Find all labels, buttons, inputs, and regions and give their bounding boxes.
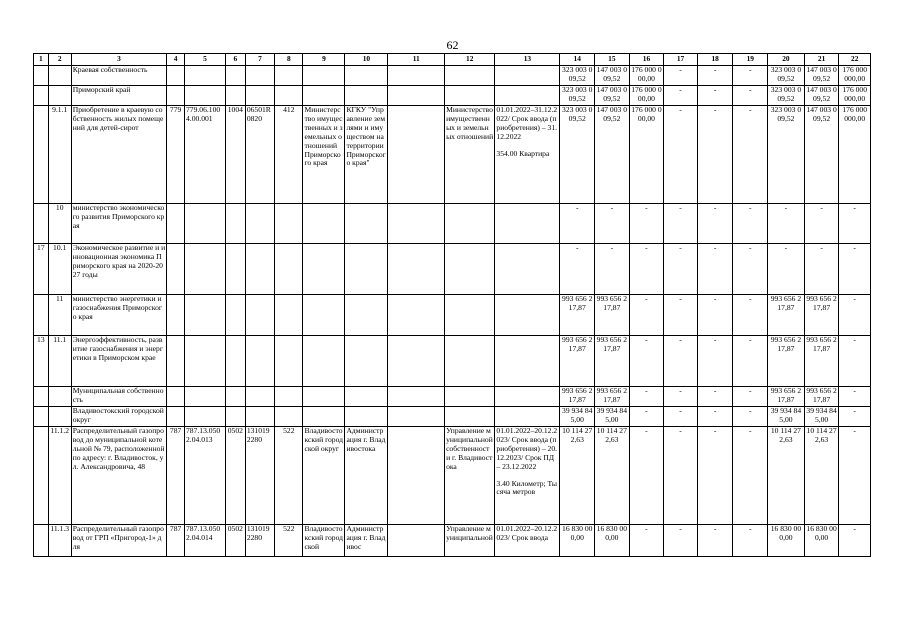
cell-col-7: 06501R0820 [245, 106, 274, 204]
cell-col-10 [345, 204, 388, 244]
cell-col-14: - [560, 204, 595, 244]
cell-col-10: КГКУ "Управление землями и имуществом на территории Приморского края" [345, 106, 388, 204]
cell-col-3: Приобретение в краевую собственность жилых помещений для детей-сирот [71, 106, 166, 204]
column-header-10: 10 [345, 54, 388, 66]
cell-col-4 [167, 244, 185, 295]
cell-col-10 [345, 244, 388, 295]
cell-col-2 [48, 66, 71, 86]
cell-col-13 [495, 244, 560, 295]
cell-col-4 [167, 407, 185, 427]
cell-col-16: 176 000 000,00 [629, 106, 664, 204]
cell-col-20: 10 114 272,63 [768, 427, 805, 525]
cell-col-21: 147 003 009,52 [804, 66, 839, 86]
column-header-7: 7 [245, 54, 274, 66]
column-header-2: 2 [48, 54, 71, 66]
cell-col-15: 147 003 009,52 [595, 66, 630, 86]
table-row [34, 86, 871, 106]
cell-col-5 [185, 407, 226, 427]
cell-col-14: 323 003 009,52 [560, 66, 595, 86]
cell-col-19: - [733, 407, 768, 427]
cell-col-22: - [839, 525, 871, 557]
cell-col-5 [185, 86, 226, 106]
cell-col-17: - [664, 427, 698, 525]
cell-col-18: - [697, 525, 733, 557]
cell-col-11 [388, 336, 445, 387]
cell-col-15: 993 656 217,87 [595, 387, 630, 407]
cell-col-17: - [664, 387, 698, 407]
cell-col-6: 0502 [225, 525, 245, 557]
cell-col-9 [303, 387, 345, 407]
cell-col-16: 176 000 000,00 [629, 86, 664, 106]
cell-col-12: Управление муниципальной [445, 525, 495, 557]
cell-col-19: - [733, 244, 768, 295]
cell-col-5 [185, 66, 226, 86]
cell-col-13 [495, 86, 560, 106]
cell-col-14: 323 003 009,52 [560, 106, 595, 204]
cell-col-10 [345, 387, 388, 407]
table-row [34, 106, 871, 204]
cell-col-4: 787 [167, 427, 185, 525]
cell-col-21: 993 656 217,87 [804, 295, 839, 336]
cell-col-13 [495, 66, 560, 86]
cell-col-5 [185, 387, 226, 407]
cell-col-15: 16 830 000,00 [595, 525, 630, 557]
cell-col-16: 176 000 000,00 [629, 66, 664, 86]
cell-col-2: 11.1.3 [48, 525, 71, 557]
column-header-8: 8 [275, 54, 303, 66]
cell-col-8 [275, 204, 303, 244]
column-header-1: 1 [34, 54, 49, 66]
cell-col-3: Приморский край [71, 86, 166, 106]
cell-col-18: - [697, 387, 733, 407]
cell-col-14: 993 656 217,87 [560, 295, 595, 336]
cell-col-9 [303, 204, 345, 244]
cell-col-20: 323 003 009,52 [768, 106, 805, 204]
cell-col-20: 993 656 217,87 [768, 387, 805, 407]
cell-col-12 [445, 295, 495, 336]
cell-col-12 [445, 204, 495, 244]
column-header-9: 9 [303, 54, 345, 66]
cell-col-18: - [697, 66, 733, 86]
cell-col-15: 147 003 009,52 [595, 86, 630, 106]
cell-col-13 [495, 204, 560, 244]
cell-col-6 [225, 204, 245, 244]
table-row [34, 407, 871, 427]
cell-col-9: Владивостокский городской округ [303, 427, 345, 525]
cell-col-22: 176 000 000,00 [839, 66, 871, 86]
cell-col-5: 787.13.0502.04.013 [185, 427, 226, 525]
cell-col-22: - [839, 387, 871, 407]
table-row [34, 295, 871, 336]
cell-col-7 [245, 86, 274, 106]
cell-col-22: - [839, 407, 871, 427]
cell-col-21: 16 830 000,00 [804, 525, 839, 557]
cell-col-15: 39 934 845,00 [595, 407, 630, 427]
cell-col-8: 522 [275, 427, 303, 525]
cell-col-12 [445, 86, 495, 106]
cell-col-19: - [733, 66, 768, 86]
cell-col-7 [245, 66, 274, 86]
cell-col-18: - [697, 407, 733, 427]
column-header-6: 6 [225, 54, 245, 66]
cell-col-5 [185, 244, 226, 295]
cell-col-14: 39 934 845,00 [560, 407, 595, 427]
column-header-20: 20 [768, 54, 805, 66]
cell-col-7: 1310192280 [245, 427, 274, 525]
cell-col-7 [245, 244, 274, 295]
cell-col-11 [388, 204, 445, 244]
cell-col-5 [185, 204, 226, 244]
cell-col-15: 10 114 272,63 [595, 427, 630, 525]
cell-col-4 [167, 387, 185, 407]
cell-col-20: 323 003 009,52 [768, 66, 805, 86]
cell-col-20: 39 934 845,00 [768, 407, 805, 427]
column-header-17: 17 [664, 54, 698, 66]
capacity-text: 3.40 Километр; Тысяча метров [496, 478, 557, 497]
cell-col-2: 11.1.2 [48, 427, 71, 525]
cell-col-6 [225, 387, 245, 407]
cell-col-2: 11 [48, 295, 71, 336]
table-row [34, 244, 871, 295]
column-header-14: 14 [560, 54, 595, 66]
cell-col-19: - [733, 336, 768, 387]
column-header-3: 3 [71, 54, 166, 66]
cell-col-13 [495, 295, 560, 336]
cell-col-15: 993 656 217,87 [595, 336, 630, 387]
period-text: 01.01.2022–20.12.2023/ Срок ввода (приобретения) – 20.12.2023/ Срок ПД – 23.12.2022 [496, 426, 558, 471]
cell-col-14: 993 656 217,87 [560, 336, 595, 387]
cell-col-16: - [629, 427, 664, 525]
cell-col-4 [167, 86, 185, 106]
column-header-12: 12 [445, 54, 495, 66]
cell-col-2: 10 [48, 204, 71, 244]
cell-col-10 [345, 407, 388, 427]
cell-col-12 [445, 336, 495, 387]
cell-col-14: 993 656 217,87 [560, 387, 595, 407]
cell-col-22: 176 000 000,00 [839, 106, 871, 204]
cell-col-6 [225, 336, 245, 387]
cell-col-22: 176 000 000,00 [839, 86, 871, 106]
cell-col-6 [225, 295, 245, 336]
cell-col-16: - [629, 295, 664, 336]
cell-col-19: - [733, 86, 768, 106]
table-row [34, 525, 871, 557]
cell-col-8: 522 [275, 525, 303, 557]
cell-col-20: - [768, 204, 805, 244]
column-header-21: 21 [804, 54, 839, 66]
cell-col-21: 10 114 272,63 [804, 427, 839, 525]
cell-col-12 [445, 66, 495, 86]
cell-col-8 [275, 244, 303, 295]
cell-col-7 [245, 387, 274, 407]
column-header-row [34, 54, 871, 66]
cell-col-9 [303, 86, 345, 106]
cell-col-21: 993 656 217,87 [804, 336, 839, 387]
cell-col-20: - [768, 244, 805, 295]
cell-col-19: - [733, 204, 768, 244]
cell-col-11 [388, 86, 445, 106]
cell-col-2: 9.1.1 [48, 106, 71, 204]
cell-col-13 [495, 336, 560, 387]
column-header-18: 18 [697, 54, 733, 66]
cell-col-15: - [595, 204, 630, 244]
cell-col-11 [388, 387, 445, 407]
cell-col-8 [275, 66, 303, 86]
cell-col-7 [245, 407, 274, 427]
cell-col-7 [245, 336, 274, 387]
cell-col-2 [48, 86, 71, 106]
cell-col-19: - [733, 427, 768, 525]
cell-col-8: 412 [275, 106, 303, 204]
cell-col-22: - [839, 204, 871, 244]
cell-col-3: Владивостокский городской округ [71, 407, 166, 427]
cell-col-8 [275, 86, 303, 106]
cell-col-8 [275, 336, 303, 387]
cell-col-15: 147 003 009,52 [595, 106, 630, 204]
period-text: 01.01.2022–31.12.2022/ Срок ввода (приобретения) – 31.12.2022 [496, 105, 558, 141]
page-number: 62 [446, 38, 459, 52]
cell-col-17: - [664, 106, 698, 204]
cell-col-13 [495, 427, 560, 525]
cell-col-6 [225, 66, 245, 86]
cell-col-3: министерство экономического развития Приморского края [71, 204, 166, 244]
cell-col-1 [34, 106, 49, 204]
cell-col-8 [275, 407, 303, 427]
cell-col-17: - [664, 204, 698, 244]
cell-col-13 [495, 387, 560, 407]
cell-col-8 [275, 295, 303, 336]
column-header-5: 5 [185, 54, 226, 66]
cell-col-3: министерство энергетики и газоснабжения Приморского края [71, 295, 166, 336]
cell-col-17: - [664, 86, 698, 106]
cell-col-20: 993 656 217,87 [768, 336, 805, 387]
cell-col-6 [225, 244, 245, 295]
cell-col-12 [445, 407, 495, 427]
cell-col-14: 10 114 272,63 [560, 427, 595, 525]
cell-col-20: 993 656 217,87 [768, 295, 805, 336]
column-header-13: 13 [495, 54, 560, 66]
cell-col-17: - [664, 407, 698, 427]
cell-col-12: Министерство имущественных и земельных отношений [445, 106, 495, 204]
cell-col-11 [388, 295, 445, 336]
cell-col-2: 11.1 [48, 336, 71, 387]
cell-col-1 [34, 407, 49, 427]
cell-col-7 [245, 295, 274, 336]
cell-col-1 [34, 427, 49, 525]
column-header-4: 4 [167, 54, 185, 66]
budget-table [33, 53, 871, 557]
cell-col-3: Распределительный газопровод от ГРП «Пригород-1» для [71, 525, 166, 557]
cell-col-18: - [697, 336, 733, 387]
cell-col-16: - [629, 387, 664, 407]
cell-col-7: 1310192280 [245, 525, 274, 557]
cell-col-16: - [629, 407, 664, 427]
cell-col-21: - [804, 244, 839, 295]
cell-col-14: 16 830 000,00 [560, 525, 595, 557]
cell-col-21: 147 003 009,52 [804, 86, 839, 106]
cell-col-9: Владивостокский городской [303, 525, 345, 557]
table-row [34, 427, 871, 525]
cell-col-3: Экономическое развитие и инновационная экономика Приморского края на 2020-2027 годы [71, 244, 166, 295]
column-header-11: 11 [388, 54, 445, 66]
cell-col-9 [303, 336, 345, 387]
cell-col-1 [34, 387, 49, 407]
cell-col-19: - [733, 295, 768, 336]
cell-col-17: - [664, 295, 698, 336]
cell-col-14: - [560, 244, 595, 295]
cell-col-20: 323 003 009,52 [768, 86, 805, 106]
cell-col-19: - [733, 106, 768, 204]
cell-col-1 [34, 525, 49, 557]
cell-col-20: 16 830 000,00 [768, 525, 805, 557]
cell-col-5: 779.06.1004.00.001 [185, 106, 226, 204]
cell-col-9 [303, 66, 345, 86]
table-row [34, 336, 871, 387]
cell-col-10: Администрация г. Владивостока [345, 427, 388, 525]
cell-col-11 [388, 407, 445, 427]
cell-col-19: - [733, 387, 768, 407]
table-row [34, 387, 871, 407]
cell-col-18: - [697, 295, 733, 336]
cell-col-11 [388, 106, 445, 204]
cell-col-8 [275, 387, 303, 407]
cell-col-14: 323 003 009,52 [560, 86, 595, 106]
cell-col-1 [34, 295, 49, 336]
cell-col-1 [34, 204, 49, 244]
cell-col-9: Министерство имущественных и земельных отношений Приморского края [303, 106, 345, 204]
cell-col-21: 993 656 217,87 [804, 387, 839, 407]
cell-col-22: - [839, 295, 871, 336]
cell-col-13 [495, 106, 560, 204]
cell-col-3: Энергоэффективность, развитие газоснабжения и энергетики в Приморском крае [71, 336, 166, 387]
cell-col-12 [445, 387, 495, 407]
cell-col-17: - [664, 244, 698, 295]
cell-col-11 [388, 525, 445, 557]
cell-col-1 [34, 66, 49, 86]
cell-col-18: - [697, 106, 733, 204]
cell-col-13 [495, 407, 560, 427]
cell-col-17: - [664, 525, 698, 557]
cell-col-6: 1004 [225, 106, 245, 204]
cell-col-10 [345, 66, 388, 86]
cell-col-5 [185, 336, 226, 387]
column-header-16: 16 [629, 54, 664, 66]
cell-col-22: - [839, 427, 871, 525]
cell-col-10: Администрация г. Владивос [345, 525, 388, 557]
cell-col-12: Управление муниципальной собственности г. Владивостока [445, 427, 495, 525]
cell-col-18: - [697, 86, 733, 106]
cell-col-9 [303, 295, 345, 336]
cell-col-16: - [629, 204, 664, 244]
cell-col-6 [225, 86, 245, 106]
capacity-text: 354.00 Квартира [496, 148, 550, 158]
cell-col-4 [167, 204, 185, 244]
cell-col-19: - [733, 525, 768, 557]
cell-col-2 [48, 387, 71, 407]
cell-col-3: Распределительный газопровод до муниципальной котельной № 79, расположенной по адресу: г. Владивосток, ул. Александровича, 48 [71, 427, 166, 525]
cell-col-10 [345, 86, 388, 106]
cell-col-5 [185, 295, 226, 336]
cell-col-9 [303, 244, 345, 295]
cell-col-7 [245, 204, 274, 244]
cell-col-9 [303, 407, 345, 427]
cell-col-15: 993 656 217,87 [595, 295, 630, 336]
column-header-19: 19 [733, 54, 768, 66]
cell-col-3: Муниципальная собственность [71, 387, 166, 407]
cell-col-4: 787 [167, 525, 185, 557]
cell-col-21: 147 003 009,52 [804, 106, 839, 204]
table-row [34, 204, 871, 244]
cell-col-22: - [839, 336, 871, 387]
cell-col-11 [388, 66, 445, 86]
cell-col-12 [445, 244, 495, 295]
cell-col-3: Краевая собственность [71, 66, 166, 86]
table-row [34, 66, 871, 86]
cell-col-16: - [629, 336, 664, 387]
cell-col-17: - [664, 336, 698, 387]
cell-col-18: - [697, 244, 733, 295]
cell-col-6: 0502 [225, 427, 245, 525]
cell-col-4 [167, 66, 185, 86]
cell-col-10 [345, 336, 388, 387]
cell-col-4 [167, 295, 185, 336]
cell-col-17: - [664, 66, 698, 86]
cell-col-18: - [697, 204, 733, 244]
cell-col-1: 13 [34, 336, 49, 387]
cell-col-2 [48, 407, 71, 427]
column-header-15: 15 [595, 54, 630, 66]
cell-col-16: - [629, 244, 664, 295]
cell-col-5: 787.13.0502.04.014 [185, 525, 226, 557]
period-text: 01.01.2022–20.12.2023/ Срок ввода [496, 524, 558, 542]
cell-col-22: - [839, 244, 871, 295]
cell-col-10 [345, 295, 388, 336]
cell-col-21: 39 934 845,00 [804, 407, 839, 427]
cell-col-1: 17 [34, 244, 49, 295]
column-header-22: 22 [839, 54, 871, 66]
cell-col-1 [34, 86, 49, 106]
cell-col-21: - [804, 204, 839, 244]
cell-col-11 [388, 427, 445, 525]
cell-col-15: - [595, 244, 630, 295]
cell-col-18: - [697, 427, 733, 525]
cell-col-4 [167, 336, 185, 387]
cell-col-13 [495, 525, 560, 557]
cell-col-2: 10.1 [48, 244, 71, 295]
cell-col-11 [388, 244, 445, 295]
cell-col-6 [225, 407, 245, 427]
cell-col-16: - [629, 525, 664, 557]
cell-col-4: 779 [167, 106, 185, 204]
